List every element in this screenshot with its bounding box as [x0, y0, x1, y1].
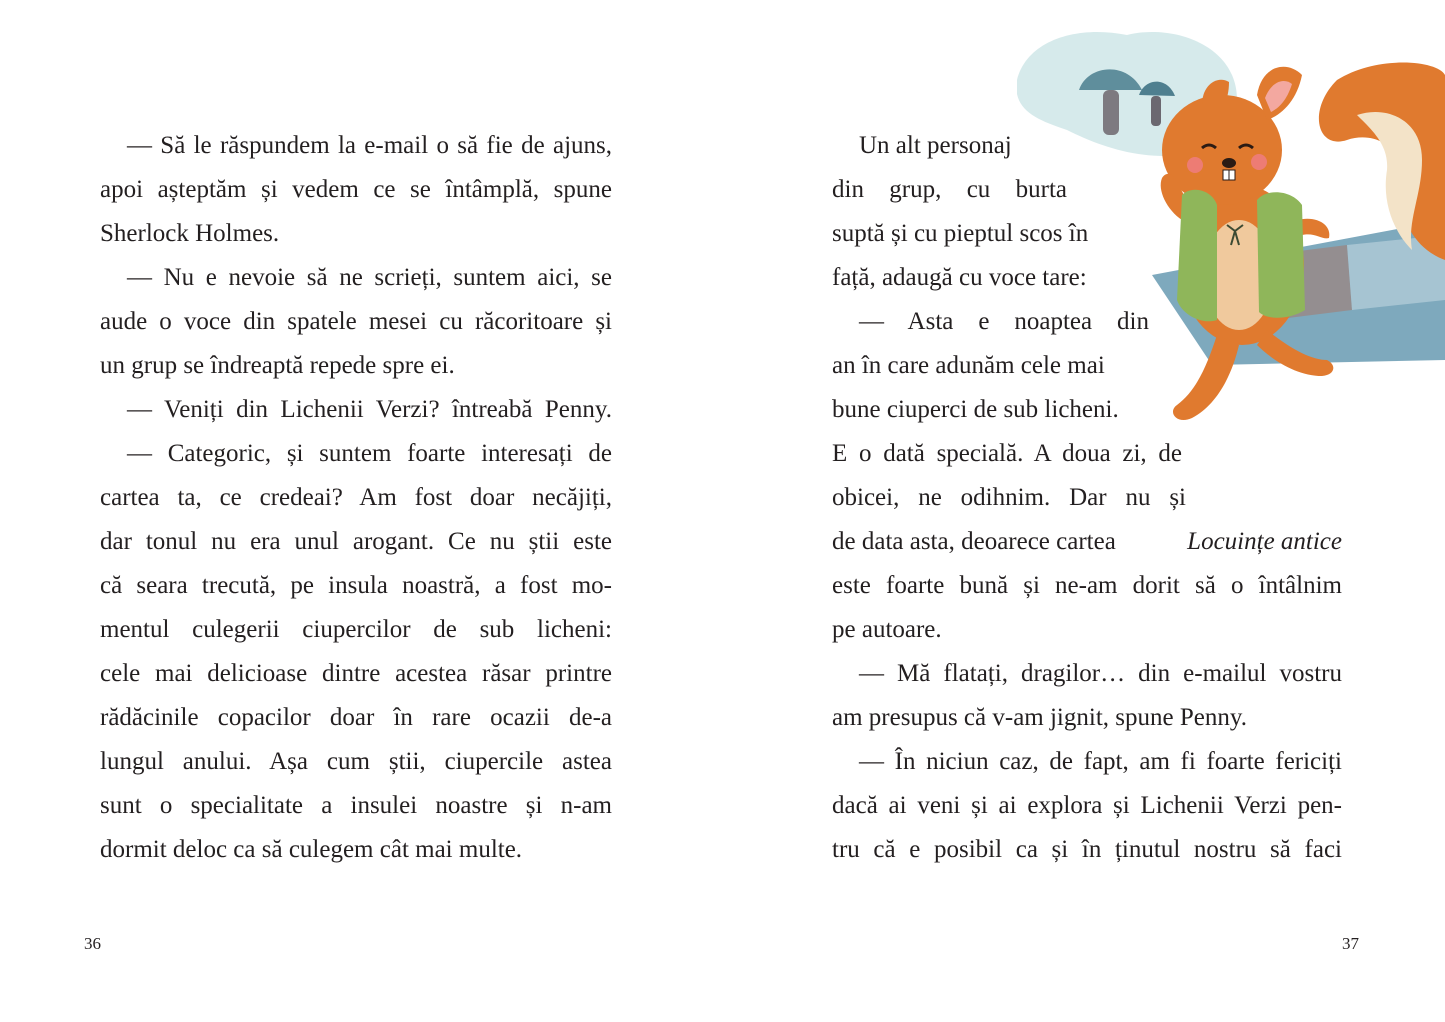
text-line: cartea ta, ce credeai? Am fost doar necăjiți,: [100, 484, 612, 511]
text-line: — Nu e nevoie să ne scrieți, suntem aici, se: [127, 264, 612, 291]
text-line: — Mă flatați, dragilor… din e-mailul vostru: [859, 660, 1342, 687]
text-line-with-title: [832, 520, 1342, 564]
text-line: — Veniți din Lichenii Verzi? întreabă Penny.: [127, 396, 612, 423]
text-line: dormit deloc ca să culegem cât mai multe.: [100, 836, 523, 863]
text-line: față, adaugă cu voce tare:: [832, 264, 1087, 291]
text-line: că seara trecută, pe insula noastră, a fost mo-: [100, 572, 612, 599]
text-line: sunt o specialitate a insulei noastre și n-am: [100, 792, 612, 819]
text-line: pe autoare.: [832, 616, 942, 643]
left-page: [0, 0, 722, 1022]
text-line: E o dată specială. A doua zi, de: [832, 440, 1182, 467]
text-line: dar tonul nu era unul arogant. Ce nu știi este: [100, 528, 612, 555]
text-line: cele mai delicioase dintre acestea răsar printre: [100, 660, 612, 687]
text-line: apoi așteptăm și vedem ce se întâmplă, spune: [100, 176, 612, 203]
text-line: bune ciuperci de sub licheni.: [832, 396, 1119, 423]
text-line: lungul anului. Așa cum știi, ciupercile astea: [100, 748, 612, 775]
text-line: — Asta e noaptea din: [859, 308, 1149, 335]
text-line: Un alt personaj: [859, 132, 1012, 159]
right-page: [722, 0, 1445, 1022]
text-line: am presupus că v-am jignit, spune Penny.: [832, 704, 1247, 731]
text-line: suptă și cu pieptul scos în: [832, 220, 1089, 247]
text-line: — Categoric, și suntem foarte interesați de: [127, 440, 612, 467]
text-line: aude o voce din spatele mesei cu răcoritoare și: [100, 308, 612, 335]
text-line: rădăcinile copacilor doar în rare ocazii de-a: [100, 704, 612, 731]
text-line: dacă ai veni și ai explora și Lichenii Verzi pen-: [832, 792, 1342, 819]
text-line: — În niciun caz, de fapt, am fi foarte fericiți: [859, 748, 1342, 775]
book-title: Locuințe antice: [1187, 528, 1342, 555]
text-line: Sherlock Holmes.: [100, 220, 280, 247]
page-number: 36: [84, 934, 101, 953]
page-number: 37: [1342, 934, 1359, 953]
text-line: din grup, cu burta: [832, 176, 1067, 203]
text-line: an în care adunăm cele mai: [832, 352, 1105, 379]
text-line: obicei, ne odihnim. Dar nu și: [832, 484, 1186, 511]
text-line: — Să le răspundem la e-mail o să fie de ajuns,: [127, 132, 612, 159]
text-line: mentul culegerii ciupercilor de sub licheni:: [100, 616, 612, 643]
text-line: este foarte bună și ne-am dorit să o întâlnim: [832, 572, 1342, 599]
text-line: un grup se îndreaptă repede spre ei.: [100, 352, 455, 379]
text-line: de data asta, deoarece cartea: [832, 528, 1116, 555]
text-line: tru că e posibil ca și în ținutul nostru să faci: [832, 836, 1342, 863]
